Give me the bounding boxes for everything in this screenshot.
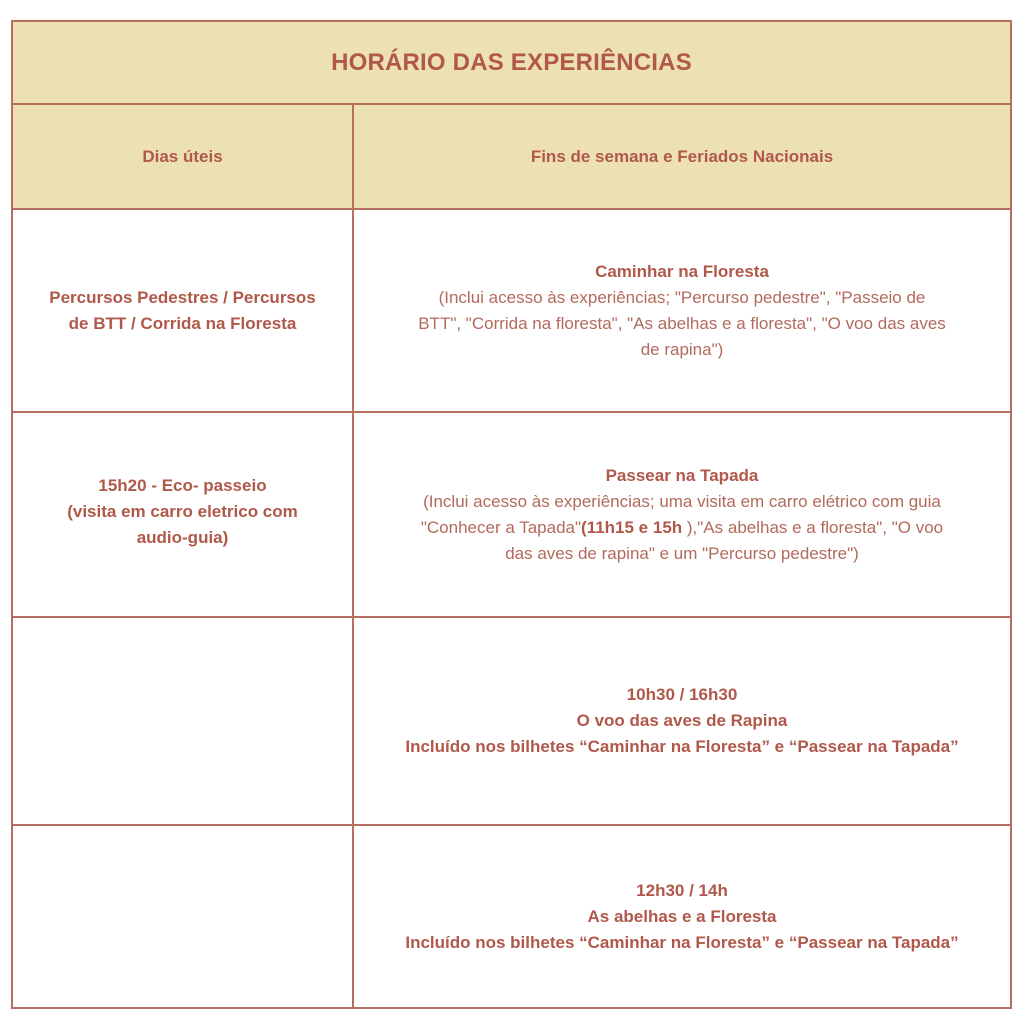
row4-weekends-name: As abelhas e a Floresta [587, 906, 777, 926]
row2-body2-part-b: (11h15 e 15h [581, 517, 683, 537]
row4-weekends [354, 826, 1010, 1007]
row1-weekdays [13, 210, 352, 411]
row3-weekends [354, 618, 1010, 824]
row4-weekdays [13, 826, 352, 1007]
row1-weekends [354, 210, 1010, 411]
row2-body2-part-c: ),"As abelhas e a floresta", "O voo [682, 517, 944, 537]
row3-weekends-time: 10h30 / 16h30 [626, 685, 738, 704]
row2-weekdays [13, 413, 352, 616]
table-title: HORÁRIO DAS EXPERIÊNCIAS [13, 22, 1010, 105]
row2-body2-part-a: "Conhecer a Tapada" [420, 517, 582, 537]
row1-weekends-title: Caminhar na Floresta [595, 261, 769, 281]
row4-weekends-time: 12h30 / 14h [636, 880, 728, 900]
column-divider [352, 103, 354, 1009]
row1-weekdays-line2: de BTT / Corrida na Floresta [68, 313, 297, 333]
row3-weekdays [13, 618, 352, 824]
schedule-table [11, 20, 1012, 1009]
row2-weekdays-line3: audio-guia) [136, 527, 229, 547]
row3-weekends-name: O voo das aves de Rapina [576, 711, 788, 730]
row2-weekdays-line2: (visita em carro eletrico com [67, 501, 298, 521]
row1-weekends-body2: BTT", "Corrida na floresta", "As abelhas e a floresta", "O voo das aves [418, 313, 946, 333]
row2-weekends [354, 413, 1010, 616]
row2-weekends-body3: das aves de rapina" e um "Percurso pedestre") [505, 543, 859, 563]
row1-weekdays-line1: Percursos Pedestres / Percursos [49, 287, 316, 307]
row2-weekends-body1: (Inclui acesso às experiências; uma visita em carro elétrico com guia [423, 491, 941, 511]
row3-weekends-note: Incluído nos bilhetes “Caminhar na Floresta” e “Passear na Tapada” [405, 737, 959, 756]
row2-weekends-title: Passear na Tapada [605, 465, 759, 485]
row2-weekends-body2 [421, 515, 943, 541]
row2-weekdays-line1: 15h20 - Eco- passeio [98, 475, 267, 495]
row1-weekends-body1: (Inclui acesso às experiências; "Percurso pedestre", "Passeio de [438, 287, 926, 307]
header-weekdays: Dias úteis [13, 105, 352, 208]
row4-weekends-note: Incluído nos bilhetes “Caminhar na Floresta” e “Passear na Tapada” [405, 932, 959, 952]
row1-weekends-body3: de rapina") [640, 339, 724, 359]
header-weekends: Fins de semana e Feriados Nacionais [354, 105, 1010, 208]
